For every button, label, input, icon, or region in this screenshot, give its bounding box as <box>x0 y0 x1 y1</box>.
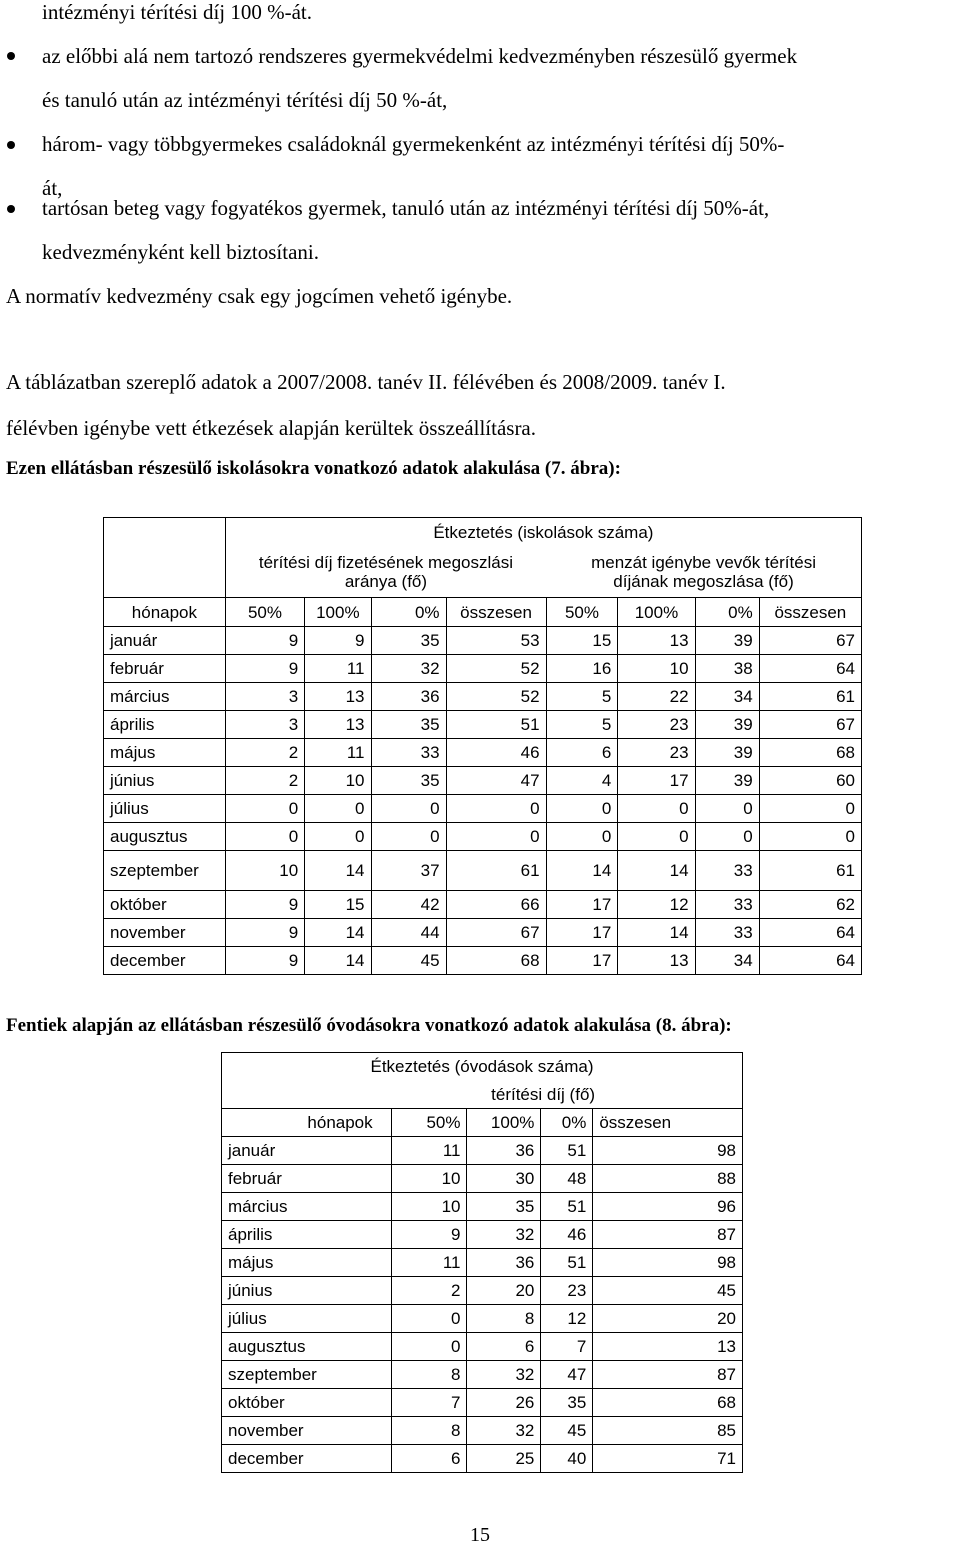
value-cell: 0 <box>225 823 304 851</box>
value-cell: 51 <box>446 711 546 739</box>
value-cell: 64 <box>759 947 861 975</box>
normative-note: A normatív kedvezmény csak egy jogcímen vehető igénybe. <box>6 284 513 308</box>
value-cell: 47 <box>541 1361 593 1389</box>
value-cell: 8 <box>391 1417 467 1445</box>
month-cell: június <box>222 1277 392 1305</box>
bullet-3-line-2: kedvezményként kell biztosítani. <box>42 240 319 264</box>
value-cell: 2 <box>225 767 304 795</box>
col-header-total: összesen <box>593 1109 743 1137</box>
table-row <box>104 795 862 823</box>
value-cell: 39 <box>695 627 759 655</box>
value-cell: 35 <box>467 1193 541 1221</box>
value-cell: 32 <box>467 1417 541 1445</box>
month-cell: október <box>104 891 226 919</box>
school-group-payment-ratio: térítési díj fizetésének megoszlási aránya (fő) <box>225 548 546 598</box>
value-cell: 9 <box>225 627 304 655</box>
month-cell: augusztus <box>222 1333 392 1361</box>
table-row <box>222 1137 743 1165</box>
value-cell: 0 <box>371 823 446 851</box>
value-cell: 87 <box>593 1361 743 1389</box>
school-header-row <box>104 598 862 627</box>
page-number: 15 <box>470 1524 490 1546</box>
value-cell: 34 <box>695 947 759 975</box>
bullet-icon <box>7 52 15 60</box>
col-header-0: 0% <box>695 598 759 627</box>
value-cell: 11 <box>305 655 371 683</box>
value-cell: 12 <box>618 891 695 919</box>
table-row <box>104 851 862 891</box>
table-row <box>222 1417 743 1445</box>
value-cell: 5 <box>546 711 618 739</box>
table-row <box>104 739 862 767</box>
col-header-100: 100% <box>305 598 371 627</box>
month-cell: május <box>104 739 226 767</box>
month-cell: január <box>222 1137 392 1165</box>
value-cell: 2 <box>391 1277 467 1305</box>
month-cell: december <box>104 947 226 975</box>
value-cell: 14 <box>618 919 695 947</box>
value-cell: 14 <box>618 851 695 891</box>
value-cell: 11 <box>391 1249 467 1277</box>
value-cell: 51 <box>541 1137 593 1165</box>
table-row <box>222 1165 743 1193</box>
value-cell: 0 <box>759 823 861 851</box>
value-cell: 0 <box>618 795 695 823</box>
value-cell: 12 <box>541 1305 593 1333</box>
value-cell: 10 <box>225 851 304 891</box>
value-cell: 25 <box>467 1445 541 1473</box>
value-cell: 44 <box>371 919 446 947</box>
value-cell: 51 <box>541 1249 593 1277</box>
value-cell: 35 <box>371 627 446 655</box>
col-header-months: hónapok <box>104 598 226 627</box>
value-cell: 39 <box>695 767 759 795</box>
value-cell: 17 <box>546 947 618 975</box>
month-cell: március <box>222 1193 392 1221</box>
value-cell: 64 <box>759 919 861 947</box>
value-cell: 33 <box>695 851 759 891</box>
table-row <box>104 627 862 655</box>
month-cell: május <box>222 1249 392 1277</box>
school-table-title: Étkeztetés (iskolások száma) <box>225 518 861 548</box>
value-cell: 35 <box>371 711 446 739</box>
value-cell: 6 <box>546 739 618 767</box>
value-cell: 61 <box>759 683 861 711</box>
value-cell: 14 <box>546 851 618 891</box>
value-cell: 68 <box>759 739 861 767</box>
value-cell: 2 <box>225 739 304 767</box>
value-cell: 7 <box>541 1333 593 1361</box>
value-cell: 7 <box>391 1389 467 1417</box>
month-cell: július <box>222 1305 392 1333</box>
school-table-heading: Ezen ellátásban részesülő iskolásokra vonatkozó adatok alakulása (7. ábra): <box>6 458 621 479</box>
value-cell: 11 <box>305 739 371 767</box>
school-meal-table <box>103 517 862 975</box>
value-cell: 5 <box>546 683 618 711</box>
value-cell: 67 <box>759 711 861 739</box>
value-cell: 67 <box>759 627 861 655</box>
value-cell: 17 <box>546 919 618 947</box>
value-cell: 0 <box>305 823 371 851</box>
month-cell: szeptember <box>222 1361 392 1389</box>
bullet-2-line-2: át, <box>42 176 63 200</box>
value-cell: 9 <box>305 627 371 655</box>
month-cell: március <box>104 683 226 711</box>
month-cell: augusztus <box>104 823 226 851</box>
value-cell: 67 <box>446 919 546 947</box>
month-cell: február <box>104 655 226 683</box>
value-cell: 4 <box>546 767 618 795</box>
value-cell: 9 <box>225 947 304 975</box>
col-header-total: összesen <box>759 598 861 627</box>
month-cell: április <box>222 1221 392 1249</box>
col-header-total: összesen <box>446 598 546 627</box>
value-cell: 48 <box>541 1165 593 1193</box>
table-row <box>104 919 862 947</box>
table-row <box>104 947 862 975</box>
value-cell: 88 <box>593 1165 743 1193</box>
value-cell: 64 <box>759 655 861 683</box>
month-cell: november <box>104 919 226 947</box>
value-cell: 20 <box>467 1277 541 1305</box>
value-cell: 3 <box>225 683 304 711</box>
table-row <box>222 1389 743 1417</box>
value-cell: 10 <box>305 767 371 795</box>
table-row <box>222 1193 743 1221</box>
value-cell: 6 <box>391 1445 467 1473</box>
table-row <box>104 767 862 795</box>
month-cell: június <box>104 767 226 795</box>
value-cell: 36 <box>467 1249 541 1277</box>
value-cell: 15 <box>305 891 371 919</box>
kinder-table-title: Étkeztetés (óvodások száma) <box>222 1053 743 1081</box>
value-cell: 9 <box>391 1221 467 1249</box>
value-cell: 11 <box>391 1137 467 1165</box>
table-row <box>104 683 862 711</box>
value-cell: 38 <box>695 655 759 683</box>
value-cell: 45 <box>593 1277 743 1305</box>
value-cell: 26 <box>467 1389 541 1417</box>
value-cell: 32 <box>467 1361 541 1389</box>
value-cell: 33 <box>695 919 759 947</box>
col-header-50: 50% <box>225 598 304 627</box>
kinder-table-heading: Fentiek alapján az ellátásban részesülő óvodásokra vonatkozó adatok alakulása (8. ábra): <box>6 1015 732 1036</box>
value-cell: 13 <box>305 711 371 739</box>
table-row <box>104 891 862 919</box>
value-cell: 34 <box>695 683 759 711</box>
month-cell: április <box>104 711 226 739</box>
table-row <box>222 1249 743 1277</box>
col-header-100: 100% <box>467 1109 541 1137</box>
value-cell: 35 <box>541 1389 593 1417</box>
value-cell: 45 <box>371 947 446 975</box>
value-cell: 32 <box>371 655 446 683</box>
value-cell: 13 <box>618 627 695 655</box>
value-cell: 52 <box>446 683 546 711</box>
intro-line-0: intézményi térítési díj 100 %-át. <box>42 0 313 24</box>
value-cell: 66 <box>446 891 546 919</box>
value-cell: 0 <box>391 1305 467 1333</box>
value-cell: 14 <box>305 851 371 891</box>
value-cell: 10 <box>618 655 695 683</box>
value-cell: 32 <box>467 1221 541 1249</box>
bullet-2-line-1: három- vagy többgyermekes családoknál gyermekenként az intézményi térítési díj 50%- <box>42 132 785 156</box>
table-row <box>222 1221 743 1249</box>
col-header-0: 0% <box>541 1109 593 1137</box>
value-cell: 9 <box>225 891 304 919</box>
value-cell: 68 <box>593 1389 743 1417</box>
value-cell: 53 <box>446 627 546 655</box>
value-cell: 0 <box>446 795 546 823</box>
value-cell: 40 <box>541 1445 593 1473</box>
value-cell: 15 <box>546 627 618 655</box>
bullet-icon <box>7 141 15 149</box>
value-cell: 6 <box>467 1333 541 1361</box>
table-row <box>104 823 862 851</box>
value-cell: 71 <box>593 1445 743 1473</box>
table-note-line-2: félévben igénybe vett étkezések alapján kerültek összeállításra. <box>6 416 537 440</box>
value-cell: 30 <box>467 1165 541 1193</box>
value-cell: 46 <box>541 1221 593 1249</box>
value-cell: 35 <box>371 767 446 795</box>
value-cell: 0 <box>618 823 695 851</box>
value-cell: 39 <box>695 739 759 767</box>
col-header-months: hónapok <box>222 1109 392 1137</box>
value-cell: 52 <box>446 655 546 683</box>
value-cell: 37 <box>371 851 446 891</box>
table-row <box>222 1333 743 1361</box>
value-cell: 33 <box>371 739 446 767</box>
value-cell: 51 <box>541 1193 593 1221</box>
value-cell: 61 <box>759 851 861 891</box>
col-header-50: 50% <box>391 1109 467 1137</box>
table-row <box>222 1445 743 1473</box>
value-cell: 0 <box>371 795 446 823</box>
month-cell: január <box>104 627 226 655</box>
value-cell: 46 <box>446 739 546 767</box>
value-cell: 23 <box>541 1277 593 1305</box>
value-cell: 17 <box>618 767 695 795</box>
value-cell: 8 <box>467 1305 541 1333</box>
month-cell: július <box>104 795 226 823</box>
value-cell: 62 <box>759 891 861 919</box>
value-cell: 36 <box>371 683 446 711</box>
value-cell: 0 <box>546 823 618 851</box>
value-cell: 60 <box>759 767 861 795</box>
kinder-header-row <box>222 1109 743 1137</box>
value-cell: 9 <box>225 919 304 947</box>
col-header-100: 100% <box>618 598 695 627</box>
value-cell: 13 <box>618 947 695 975</box>
value-cell: 0 <box>695 795 759 823</box>
value-cell: 14 <box>305 919 371 947</box>
table-row <box>104 655 862 683</box>
value-cell: 98 <box>593 1137 743 1165</box>
value-cell: 39 <box>695 711 759 739</box>
table-row <box>222 1277 743 1305</box>
table-row <box>222 1305 743 1333</box>
value-cell: 13 <box>593 1333 743 1361</box>
value-cell: 0 <box>695 823 759 851</box>
value-cell: 23 <box>618 711 695 739</box>
school-group-canteen-ratio: menzát igénybe vevők térítési díjának megoszlása (fő) <box>546 548 861 598</box>
value-cell: 96 <box>593 1193 743 1221</box>
value-cell: 47 <box>446 767 546 795</box>
value-cell: 42 <box>371 891 446 919</box>
value-cell: 0 <box>225 795 304 823</box>
value-cell: 61 <box>446 851 546 891</box>
table-row <box>222 1361 743 1389</box>
bullet-1-line-1: az előbbi alá nem tartozó rendszeres gyermekvédelmi kedvezményben részesülő gyermek <box>42 44 798 68</box>
value-cell: 45 <box>541 1417 593 1445</box>
value-cell: 36 <box>467 1137 541 1165</box>
month-cell: szeptember <box>104 851 226 891</box>
kinder-group-fee: térítési díj (fő) <box>391 1081 742 1109</box>
value-cell: 14 <box>305 947 371 975</box>
value-cell: 68 <box>446 947 546 975</box>
value-cell: 20 <box>593 1305 743 1333</box>
value-cell: 98 <box>593 1249 743 1277</box>
table-row <box>104 711 862 739</box>
value-cell: 3 <box>225 711 304 739</box>
value-cell: 23 <box>618 739 695 767</box>
month-cell: október <box>222 1389 392 1417</box>
month-cell: november <box>222 1417 392 1445</box>
value-cell: 0 <box>305 795 371 823</box>
bullet-1-line-2: és tanuló után az intézményi térítési díj 50 %-át, <box>42 88 448 112</box>
kindergarten-meal-table <box>221 1052 743 1473</box>
month-cell: december <box>222 1445 392 1473</box>
value-cell: 10 <box>391 1165 467 1193</box>
value-cell: 0 <box>546 795 618 823</box>
value-cell: 16 <box>546 655 618 683</box>
value-cell: 0 <box>391 1333 467 1361</box>
value-cell: 0 <box>759 795 861 823</box>
value-cell: 0 <box>446 823 546 851</box>
value-cell: 10 <box>391 1193 467 1221</box>
value-cell: 85 <box>593 1417 743 1445</box>
value-cell: 9 <box>225 655 304 683</box>
value-cell: 22 <box>618 683 695 711</box>
col-header-50: 50% <box>546 598 618 627</box>
month-cell: február <box>222 1165 392 1193</box>
table-note-line-1: A táblázatban szereplő adatok a 2007/2008. tanév II. félévében és 2008/2009. tanév I. <box>6 370 726 394</box>
value-cell: 33 <box>695 891 759 919</box>
value-cell: 8 <box>391 1361 467 1389</box>
bullet-icon <box>7 205 15 213</box>
value-cell: 87 <box>593 1221 743 1249</box>
bullet-3-line-1: tartósan beteg vagy fogyatékos gyermek, tanuló után az intézményi térítési díj 50%-át, <box>42 196 770 220</box>
value-cell: 17 <box>546 891 618 919</box>
value-cell: 13 <box>305 683 371 711</box>
col-header-0: 0% <box>371 598 446 627</box>
